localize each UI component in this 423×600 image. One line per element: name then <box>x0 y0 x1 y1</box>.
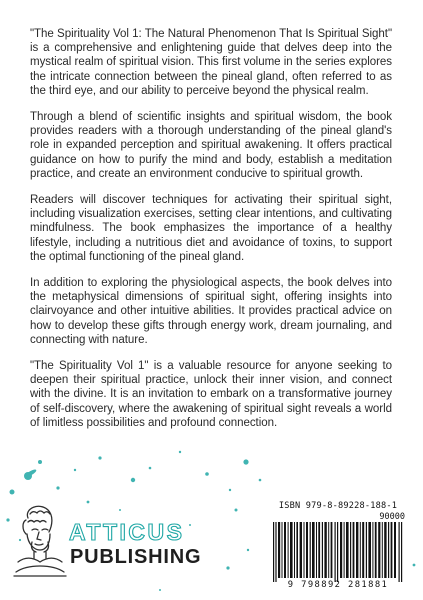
isbn-label: ISBN 979-8-89228-188-1 <box>278 501 398 511</box>
barcode-icon <box>271 522 405 584</box>
price-code: 90000 <box>379 512 405 522</box>
blurb-paragraph-5: "The Spirituality Vol 1" is a valuable resource for anyone seeking to deepen their spiritual practice, unlock their inner vision, and connect with the divine. It is an invitation to embark on a transformative journey of self-discovery, where the awakening of spiritual sight reveals a world of limitless possibilities and profound connection. <box>30 360 392 429</box>
isbn-barcode-block <box>268 501 408 593</box>
blurb-paragraph-4: In addition to exploring the physiological aspects, the book delves into the metaphysical dimensions of spiritual sight, offering insights into clairvoyance and other intuitive abilities. It provides practical advice on how to develop these gifts through energy work, dream journaling, and connecting with nature. <box>30 277 392 346</box>
blurb-paragraph-1: "The Spirituality Vol 1: The Natural Phenomenon That Is Spiritual Sight" is a comprehensive and enlightening guide that delves deep into the mystical realm of spiritual vision. This first volume in the series explores the intricate connection between the pineal gland, often referred to as the third eye, and our ability to perceive beyond the physical realm. <box>30 28 392 97</box>
publisher-name-bottom: PUBLISHING <box>70 546 202 568</box>
blurb-paragraph-2: Through a blend of scientific insights and spiritual wisdom, the book provides readers with a thorough understanding of the pineal gland's role in expanded perception and spiritual awakening. It offers practical guidance on how to purify the mind and body, establish a meditation practice, and create an environment conducive to spiritual growth. <box>30 111 392 180</box>
atticus-bust-logo-icon <box>8 500 68 578</box>
barcode-digits: 9 798892 281881 <box>287 580 389 590</box>
blurb-text <box>30 27 392 442</box>
publisher-name-top: ATTICUS <box>69 519 185 545</box>
blurb-paragraph-3: Readers will discover techniques for activating their spiritual sight, including visualization exercises, setting clear intentions, and cultivating mindfulness. The book emphasizes the importance of a healthy lifestyle, including a nutritious diet and avoidance of toxins, to support the optimal functioning of the pineal gland. <box>30 194 392 263</box>
